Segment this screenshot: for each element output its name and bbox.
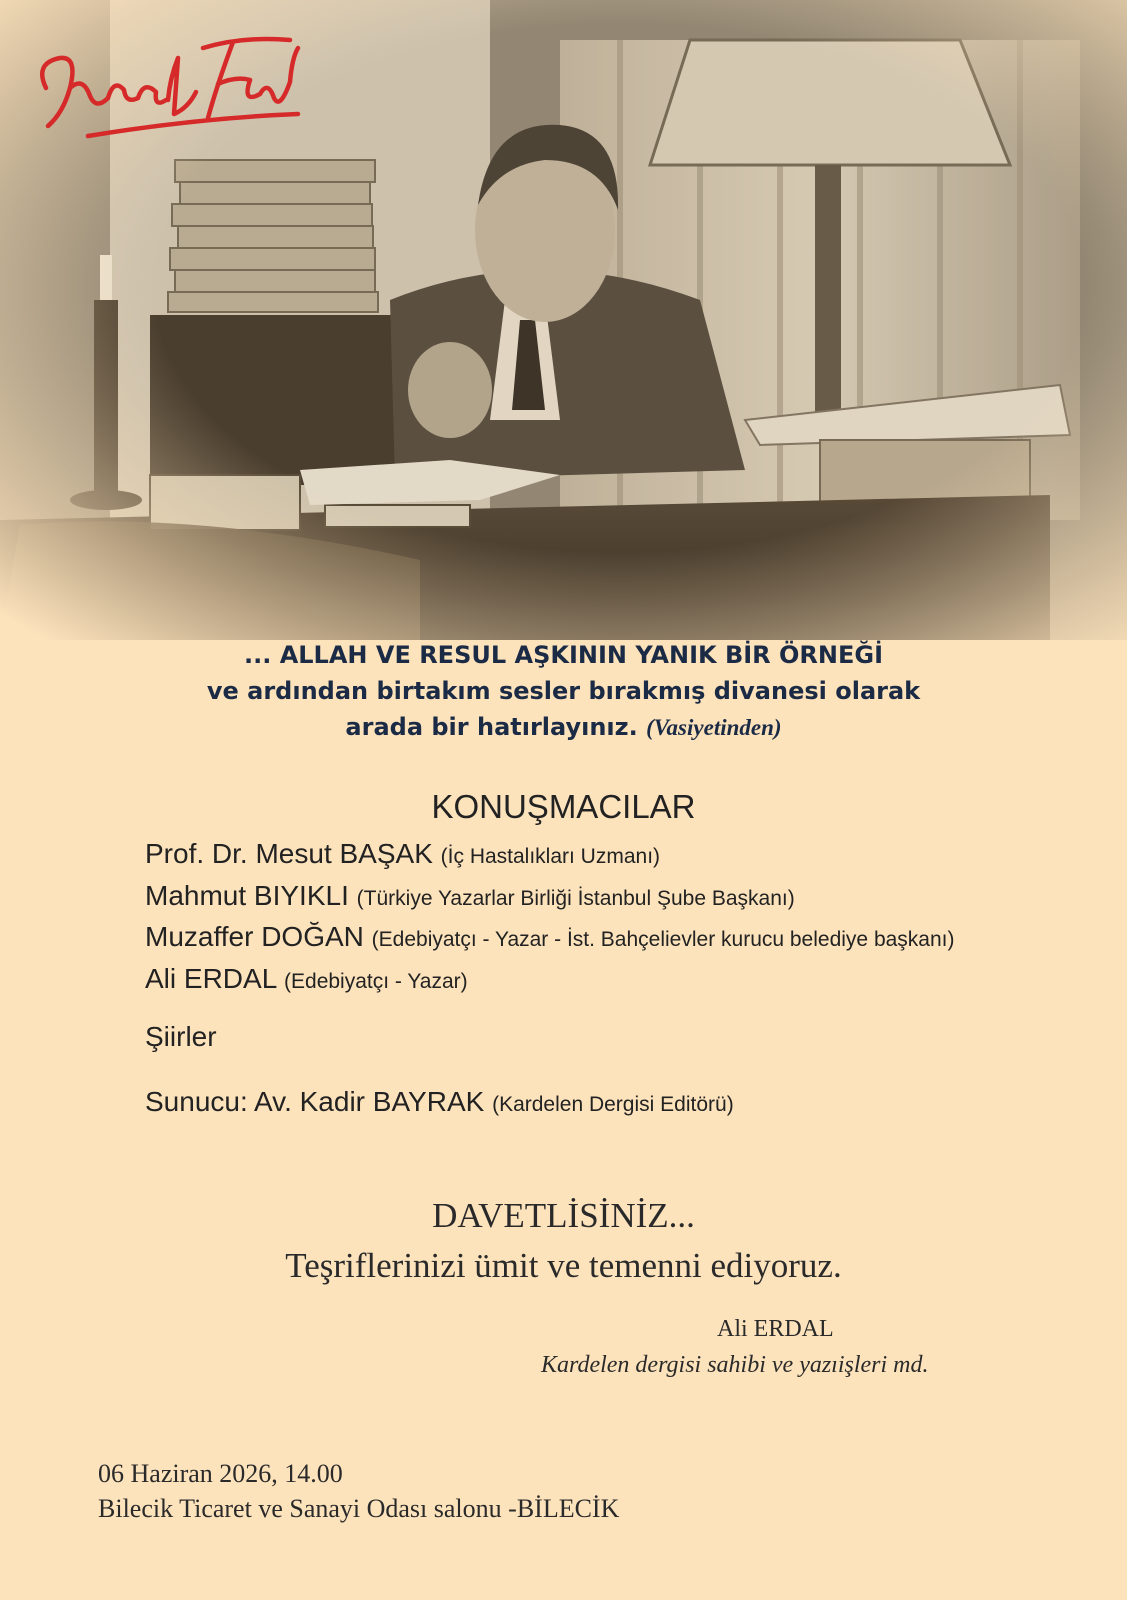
speaker-name: Ali ERDAL — [145, 963, 277, 994]
invitation-text: Teşriflerinizi ümit ve temenni ediyoruz. — [285, 1246, 842, 1285]
quote-line-1: ... ALLAH VE RESUL AŞKININ YANIK BİR ÖRNEĞİ — [243, 641, 884, 669]
speaker-role: (İç Hastalıkları Uzmanı) — [440, 845, 661, 868]
speaker-role: (Edebiyatçı - Yazar - İst. Bahçelievler kurucu belediye başkanı) — [371, 928, 955, 951]
event-datetime: 06 Haziran 2026, 14.00 — [98, 1459, 343, 1488]
invitation-heading: DAVETLİSİNİZ... — [432, 1196, 695, 1235]
poems-label: Şiirler — [145, 1021, 217, 1052]
host-role: (Kardelen Dergisi Editörü) — [492, 1093, 734, 1116]
quote-source: (Vasiyetinden) — [646, 715, 782, 740]
event-location: Bilecik Ticaret ve Sanayi Odası salonu -BİLECİK — [98, 1494, 620, 1523]
host — [145, 1086, 734, 1118]
speaker-name: Muzaffer DOĞAN — [145, 921, 364, 952]
speaker-role: (Türkiye Yazarlar Birliği İstanbul Şube Başkanı) — [356, 887, 795, 910]
speaker-4 — [145, 963, 468, 995]
speaker-role: (Edebiyatçı - Yazar) — [284, 970, 468, 993]
speaker-1 — [145, 838, 660, 870]
signer-name: Ali ERDAL — [717, 1316, 834, 1342]
signature-graphic — [28, 18, 318, 148]
speaker-3 — [145, 921, 955, 953]
speakers-heading: KONUŞMACILAR — [431, 788, 696, 825]
signature-logo — [28, 18, 318, 148]
quote-line-3 — [0, 709, 1127, 746]
speaker-name: Mahmut BIYIKLI — [145, 880, 349, 911]
signer-title: Kardelen dergisi sahibi ve yazıişleri md. — [541, 1352, 929, 1378]
speaker-2 — [145, 880, 795, 912]
quote-line-3-text: arada bir hatırlayınız. — [345, 713, 638, 741]
host-name: Sunucu: Av. Kadir BAYRAK — [145, 1086, 485, 1117]
quote-line-2: ve ardından birtakım sesler bırakmış divanesi olarak — [206, 677, 921, 705]
speaker-name: Prof. Dr. Mesut BAŞAK — [145, 838, 433, 869]
